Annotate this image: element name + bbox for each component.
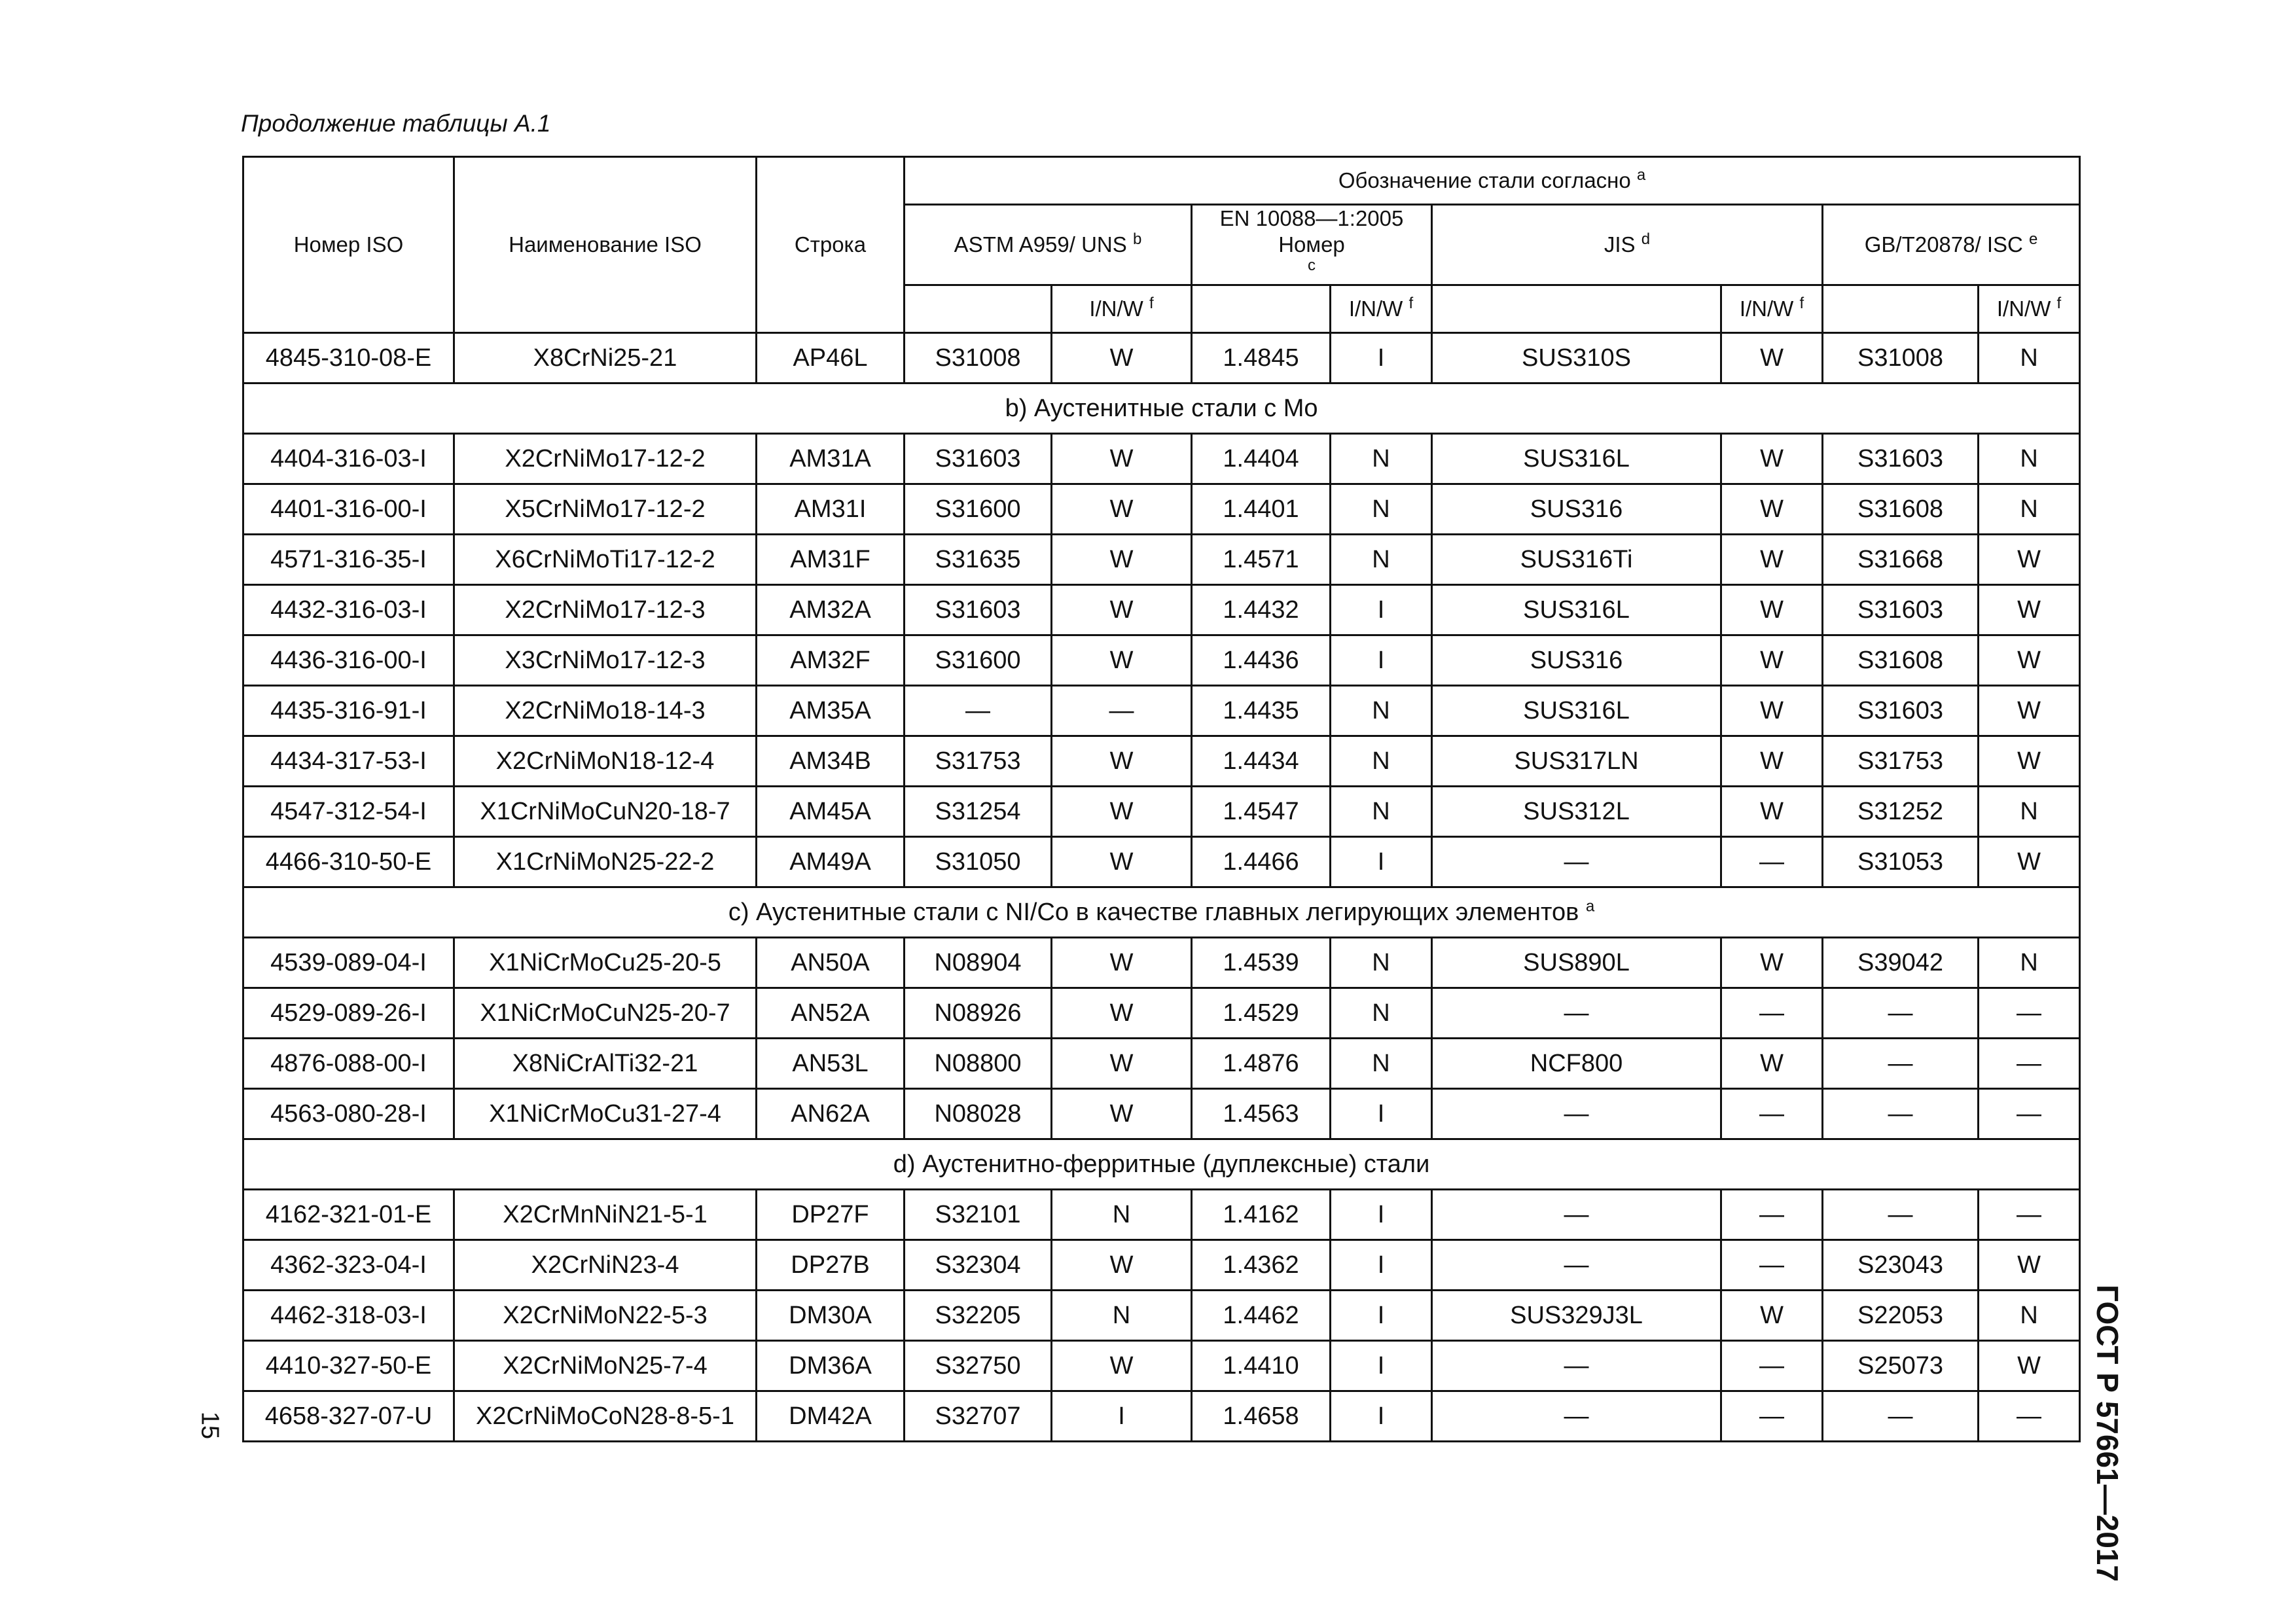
header-en-inw: I/N/W $^f$ [1331, 285, 1432, 333]
header-jis: JIS $^d$ [1432, 205, 1823, 285]
header-astm-blank [905, 285, 1052, 333]
table-cell: SUS316Ti [1432, 535, 1721, 585]
table-row [243, 1039, 2080, 1089]
table-row [243, 484, 2080, 535]
table-cell: W [1052, 938, 1192, 988]
table-cell: S31053 [1823, 837, 1979, 887]
table-row [243, 736, 2080, 787]
table-cell: AP46L [757, 333, 905, 383]
table-cell: N [1331, 736, 1432, 787]
section-heading-row [243, 887, 2080, 938]
table-cell: SUS316L [1432, 686, 1721, 736]
table-cell: AM32F [757, 635, 905, 686]
table-cell: 1.4435 [1192, 686, 1331, 736]
table-cell: N [1331, 787, 1432, 837]
header-gb-blank [1823, 285, 1979, 333]
table-cell: SUS890L [1432, 938, 1721, 988]
table-cell: W [1721, 1291, 1823, 1341]
table-cell: N [1052, 1291, 1192, 1341]
table-cell: SUS310S [1432, 333, 1721, 383]
table-cell: 1.4529 [1192, 988, 1331, 1039]
table-cell: S39042 [1823, 938, 1979, 988]
header-gb-inw: I/N/W $^f$ [1979, 285, 2080, 333]
table-cell: — [1721, 1341, 1823, 1391]
table-cell: 1.4162 [1192, 1190, 1331, 1240]
table-cell: W [1052, 1089, 1192, 1139]
table-cell: AM45A [757, 787, 905, 837]
table-cell: S31635 [905, 535, 1052, 585]
table-cell: N [1979, 333, 2080, 383]
table-cell: X1NiCrMoCu31-27-4 [454, 1089, 757, 1139]
table-cell: W [1721, 635, 1823, 686]
table-cell: — [1979, 988, 2080, 1039]
table-cell: DP27B [757, 1240, 905, 1291]
table-cell: W [1979, 736, 2080, 787]
table-cell: N [1979, 434, 2080, 484]
table-cell: I [1331, 1341, 1432, 1391]
table-cell: 4529-089-26-I [243, 988, 454, 1039]
table-cell: I [1331, 1240, 1432, 1291]
table-caption: Продолжение таблицы А.1 [241, 110, 551, 137]
table-cell: I [1331, 1190, 1432, 1240]
table-cell: AN62A [757, 1089, 905, 1139]
table-row [243, 585, 2080, 635]
table-cell: 1.4401 [1192, 484, 1331, 535]
table-cell: — [1823, 1039, 1979, 1089]
table-cell: — [1052, 686, 1192, 736]
table-cell: 1.4571 [1192, 535, 1331, 585]
table-cell: DP27F [757, 1190, 905, 1240]
table-cell: 1.4845 [1192, 333, 1331, 383]
table-cell: 4401-316-00-I [243, 484, 454, 535]
table-cell: W [1052, 635, 1192, 686]
table-cell: S31252 [1823, 787, 1979, 837]
table-row [243, 1089, 2080, 1139]
table-cell: N08926 [905, 988, 1052, 1039]
table-cell: AM31I [757, 484, 905, 535]
table-cell: 4547-312-54-I [243, 787, 454, 837]
table-cell: 4362-323-04-I [243, 1240, 454, 1291]
table-cell: W [1721, 484, 1823, 535]
table-row [243, 635, 2080, 686]
table-cell: 4162-321-01-E [243, 1190, 454, 1240]
table-cell: S31254 [905, 787, 1052, 837]
table-cell: N [1979, 484, 2080, 535]
table-cell: W [1979, 585, 2080, 635]
table-cell: W [1721, 787, 1823, 837]
table-cell: 1.4466 [1192, 837, 1331, 887]
table-cell: S31600 [905, 635, 1052, 686]
table-cell: X8NiCrAlTi32-21 [454, 1039, 757, 1089]
table-cell: S31603 [905, 434, 1052, 484]
header-jis-inw: I/N/W $^f$ [1721, 285, 1823, 333]
table-cell: 1.4876 [1192, 1039, 1331, 1089]
table-cell: W [1052, 484, 1192, 535]
table-cell: DM30A [757, 1291, 905, 1341]
table-cell: 4571-316-35-I [243, 535, 454, 585]
table-cell: S31608 [1823, 635, 1979, 686]
table-cell: SUS316 [1432, 635, 1721, 686]
table-cell: — [1432, 1341, 1721, 1391]
table-cell: — [1721, 1240, 1823, 1291]
table-cell: AM35A [757, 686, 905, 736]
table-cell: S25073 [1823, 1341, 1979, 1391]
table-cell: SUS316 [1432, 484, 1721, 535]
table-cell: X2CrNiMoN18-12-4 [454, 736, 757, 787]
page-number: 15 [196, 1411, 224, 1440]
table-cell: AN50A [757, 938, 905, 988]
table-cell: X2CrNiMoCoN28-8-5-1 [454, 1391, 757, 1442]
header-designation: Обозначение стали согласно $^a$ [905, 157, 2080, 205]
table-cell: W [1052, 988, 1192, 1039]
table-cell: 4462-318-03-I [243, 1291, 454, 1341]
section-heading [243, 383, 2080, 434]
table-cell: 4435-316-91-I [243, 686, 454, 736]
table-cell: — [1432, 1190, 1721, 1240]
table-cell: AN53L [757, 1039, 905, 1089]
table-cell: S32304 [905, 1240, 1052, 1291]
table-row [243, 938, 2080, 988]
table-cell: S22053 [1823, 1291, 1979, 1341]
table-cell: X1CrNiMoN25-22-2 [454, 837, 757, 887]
table-cell: X2CrNiMoN22-5-3 [454, 1291, 757, 1341]
table-cell: W [1052, 585, 1192, 635]
table-cell: 4466-310-50-E [243, 837, 454, 887]
table-cell: S31668 [1823, 535, 1979, 585]
table-cell: N [1331, 535, 1432, 585]
section-footnote-mark: a [1585, 897, 1595, 915]
table-cell: 4432-316-03-I [243, 585, 454, 635]
table-cell: SUS312L [1432, 787, 1721, 837]
table-cell: W [1721, 938, 1823, 988]
table-cell: N [1331, 434, 1432, 484]
table-cell: AM31A [757, 434, 905, 484]
table-row [243, 837, 2080, 887]
table-cell: I [1331, 1391, 1432, 1442]
table-row [243, 1341, 2080, 1391]
table-cell: X5CrNiMo17-12-2 [454, 484, 757, 535]
table-cell: — [1721, 1089, 1823, 1139]
table-cell: 1.4432 [1192, 585, 1331, 635]
table-cell: W [1979, 635, 2080, 686]
table-cell: — [1432, 1089, 1721, 1139]
table-cell: DM42A [757, 1391, 905, 1442]
table-cell: X2CrNiMo17-12-3 [454, 585, 757, 635]
header-jis-blank [1432, 285, 1721, 333]
table-cell: W [1721, 434, 1823, 484]
table-cell: — [1432, 837, 1721, 887]
table-cell: 1.4462 [1192, 1291, 1331, 1341]
table-cell: I [1331, 585, 1432, 635]
header-astm: ASTM A959/ UNS $^b$ [905, 205, 1192, 285]
table-cell: S31603 [905, 585, 1052, 635]
table-cell: S31008 [1823, 333, 1979, 383]
table-cell: I [1052, 1391, 1192, 1442]
table-cell: 1.4658 [1192, 1391, 1331, 1442]
table-cell: — [1979, 1089, 2080, 1139]
table-cell: W [1052, 1039, 1192, 1089]
table-cell: 4434-317-53-I [243, 736, 454, 787]
table-cell: — [1432, 988, 1721, 1039]
table-cell: SUS317LN [1432, 736, 1721, 787]
table-cell: AM31F [757, 535, 905, 585]
table-row [243, 787, 2080, 837]
table-cell: W [1721, 686, 1823, 736]
table-cell: W [1052, 434, 1192, 484]
table-cell: X1NiCrMoCuN25-20-7 [454, 988, 757, 1039]
table-cell: W [1052, 1341, 1192, 1391]
section-title: c) Аустенитные стали с NI/Co в качестве главных легирующих элементов [728, 898, 1579, 926]
table-cell: 1.4436 [1192, 635, 1331, 686]
table-cell: — [1823, 1391, 1979, 1442]
table-cell: W [1979, 1341, 2080, 1391]
table-cell: DM36A [757, 1341, 905, 1391]
table-cell: S32101 [905, 1190, 1052, 1240]
table-cell: X8CrNi25-21 [454, 333, 757, 383]
table-cell: N [1979, 938, 2080, 988]
table-row [243, 1291, 2080, 1341]
table-cell: — [1979, 1391, 2080, 1442]
header-gb: GB/T20878/ ISC $^e$ [1823, 205, 2080, 285]
table-cell: SUS316L [1432, 585, 1721, 635]
table-cell: AM32A [757, 585, 905, 635]
table-cell: X2CrMnNiN21-5-1 [454, 1190, 757, 1240]
table-cell: 1.4362 [1192, 1240, 1331, 1291]
table-cell: W [1052, 787, 1192, 837]
table-cell: N08028 [905, 1089, 1052, 1139]
table-cell: — [905, 686, 1052, 736]
table-cell: — [1721, 988, 1823, 1039]
table-row [243, 686, 2080, 736]
table-cell: N [1052, 1190, 1192, 1240]
table-cell: W [1979, 837, 2080, 887]
table-cell: — [1823, 1089, 1979, 1139]
table-cell: S31008 [905, 333, 1052, 383]
table-cell: — [1432, 1240, 1721, 1291]
table-cell: — [1979, 1039, 2080, 1089]
table-cell: AM49A [757, 837, 905, 887]
table-cell: — [1432, 1391, 1721, 1442]
standard-designation: ГОСТ Р 57661—2017 [2090, 1285, 2125, 1582]
table-cell: 4539-089-04-I [243, 938, 454, 988]
table-cell: X2CrNiMoN25-7-4 [454, 1341, 757, 1391]
table-cell: I [1331, 635, 1432, 686]
table-cell: S31603 [1823, 686, 1979, 736]
table-cell: NCF800 [1432, 1039, 1721, 1089]
table-row [243, 434, 2080, 484]
table-body [243, 333, 2080, 1442]
table-cell: 1.4563 [1192, 1089, 1331, 1139]
table-cell: — [1721, 1190, 1823, 1240]
table-cell: X2CrNiMo18-14-3 [454, 686, 757, 736]
table-cell: W [1979, 686, 2080, 736]
table-cell: 4876-088-00-I [243, 1039, 454, 1089]
table-cell: 1.4434 [1192, 736, 1331, 787]
table-cell: S31603 [1823, 434, 1979, 484]
table-cell: — [1721, 1391, 1823, 1442]
table-cell: N [1331, 988, 1432, 1039]
table-cell: 4563-080-28-I [243, 1089, 454, 1139]
table-row [243, 1190, 2080, 1240]
table-cell: S31603 [1823, 585, 1979, 635]
table-cell: W [1052, 535, 1192, 585]
table-cell: W [1052, 333, 1192, 383]
table-cell: S23043 [1823, 1240, 1979, 1291]
table-cell: I [1331, 1291, 1432, 1341]
table-cell: — [1721, 837, 1823, 887]
table-cell: SUS329J3L [1432, 1291, 1721, 1341]
table-cell: X2CrNiN23-4 [454, 1240, 757, 1291]
table-cell: SUS316L [1432, 434, 1721, 484]
table-cell: S31753 [905, 736, 1052, 787]
section-heading-row [243, 383, 2080, 434]
table-cell: W [1721, 736, 1823, 787]
table-cell: S31050 [905, 837, 1052, 887]
table-row [243, 333, 2080, 383]
table-cell: — [1823, 1190, 1979, 1240]
table-row [243, 988, 2080, 1039]
table-cell: X1NiCrMoCu25-20-5 [454, 938, 757, 988]
table-cell: W [1052, 736, 1192, 787]
table-cell: N [1331, 1039, 1432, 1089]
table-cell: W [1052, 837, 1192, 887]
steel-designation-table [242, 156, 2081, 1442]
table-cell: W [1721, 535, 1823, 585]
table-cell: 1.4410 [1192, 1341, 1331, 1391]
header-row: Строка [757, 157, 905, 333]
table-cell: S32750 [905, 1341, 1052, 1391]
table-row [243, 1240, 2080, 1291]
table-cell: 4404-316-03-I [243, 434, 454, 484]
table-cell: 1.4539 [1192, 938, 1331, 988]
header-iso-name: Наименование ISO [454, 157, 757, 333]
table-cell: 1.4547 [1192, 787, 1331, 837]
table-cell: S31608 [1823, 484, 1979, 535]
table-cell: X1CrNiMoCuN20-18-7 [454, 787, 757, 837]
table-cell: — [1823, 988, 1979, 1039]
table-cell: W [1721, 585, 1823, 635]
table-cell: 4845-310-08-E [243, 333, 454, 383]
table-cell: N [1331, 484, 1432, 535]
header-en-blank [1192, 285, 1331, 333]
table-cell: W [1979, 1240, 2080, 1291]
header-iso-number: Номер ISO [243, 157, 454, 333]
table-cell: X6CrNiMoTi17-12-2 [454, 535, 757, 585]
table-cell: N [1331, 938, 1432, 988]
table-cell: W [1721, 333, 1823, 383]
section-title: b) Аустенитные стали с Mo [1005, 394, 1318, 422]
table-cell: W [1979, 535, 2080, 585]
table-cell: 1.4404 [1192, 434, 1331, 484]
table-row [243, 535, 2080, 585]
table-cell: S32707 [905, 1391, 1052, 1442]
table-cell: X2CrNiMo17-12-2 [454, 434, 757, 484]
table-cell: S32205 [905, 1291, 1052, 1341]
table-cell: 4436-316-00-I [243, 635, 454, 686]
table-cell: N08904 [905, 938, 1052, 988]
table-cell: 4410-327-50-E [243, 1341, 454, 1391]
table-cell: N [1979, 787, 2080, 837]
table-cell: N08800 [905, 1039, 1052, 1089]
table-cell: W [1721, 1039, 1823, 1089]
table-cell: N [1979, 1291, 2080, 1341]
table-cell: N [1331, 686, 1432, 736]
table-cell: S31600 [905, 484, 1052, 535]
table-cell: W [1052, 1240, 1192, 1291]
table-row [243, 1391, 2080, 1442]
table-cell: 4658-327-07-U [243, 1391, 454, 1442]
section-heading [243, 1139, 2080, 1190]
table-cell: — [1979, 1190, 2080, 1240]
table-cell: I [1331, 1089, 1432, 1139]
table-cell: S31753 [1823, 736, 1979, 787]
section-heading-row [243, 1139, 2080, 1190]
header-en: EN 10088—1:2005 Номер $^c$ [1192, 205, 1432, 285]
table-cell: I [1331, 333, 1432, 383]
table-cell: AM34B [757, 736, 905, 787]
table-header [243, 157, 2080, 333]
header-astm-inw: I/N/W $^f$ [1052, 285, 1192, 333]
section-heading [243, 887, 2080, 938]
section-title: d) Аустенитно-ферритные (дуплексные) стали [893, 1150, 1430, 1178]
table-cell: I [1331, 837, 1432, 887]
table-cell: AN52A [757, 988, 905, 1039]
table-cell: X3CrNiMo17-12-3 [454, 635, 757, 686]
